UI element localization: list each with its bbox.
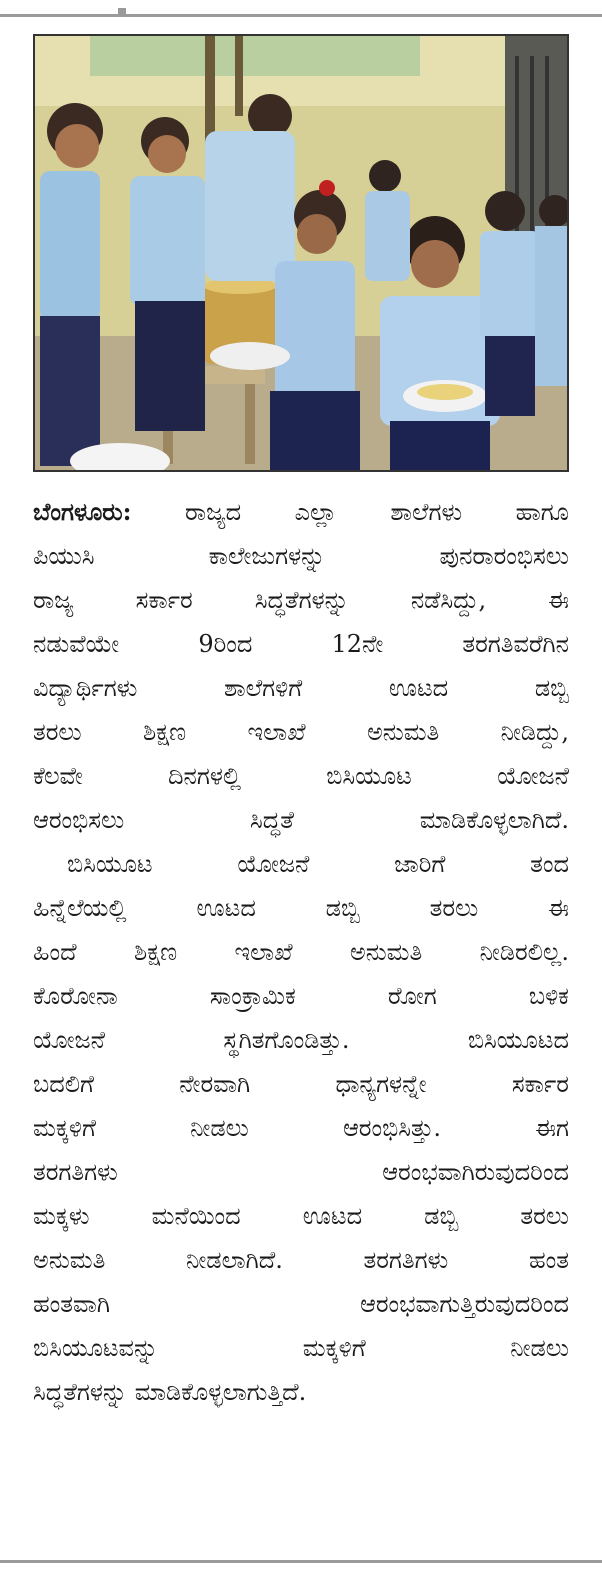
word: ಶಿಕ್ಷಣ xyxy=(133,938,178,966)
word: ಮಕ್ಕಳು xyxy=(33,1202,90,1230)
word: ಡಬ್ಬಿ xyxy=(325,894,360,922)
word: ಹಿಂದೆ xyxy=(33,938,77,966)
word: ಶಿಕ್ಷಣ xyxy=(142,718,187,746)
word: ಈ xyxy=(548,894,569,922)
word: ನೀಡಿರಲಿಲ್ಲ. xyxy=(479,938,569,966)
word: ಶಾಲೆಗಳು xyxy=(390,498,463,526)
word: ಮಕ್ಕಳಿಗೆ xyxy=(302,1334,366,1362)
article-line xyxy=(33,1150,569,1194)
word: ಕೊರೋನಾ xyxy=(33,982,118,1010)
word: ನೇರವಾಗಿ xyxy=(179,1070,251,1098)
word: ನೀಡಿದ್ದು, xyxy=(500,718,569,746)
top-rule-mark xyxy=(118,8,126,14)
word: ದಿನಗಳಲ್ಲಿ xyxy=(168,762,242,790)
dateline: ಬೆಂಗಳೂರು: xyxy=(33,497,132,526)
word: ಡಬ್ಬಿ xyxy=(424,1202,459,1230)
word: ಮನೆಯಿಂದ xyxy=(151,1202,241,1230)
word: ಸಿದ್ಧತೆಗಳನ್ನು xyxy=(33,1378,128,1406)
schoolchildren-lunch-photo xyxy=(35,36,567,470)
word: ರಾಜ್ಯದ xyxy=(184,498,242,526)
word: ಶಾಲೆಗಳಿಗೆ xyxy=(224,674,303,702)
word: ತರಗತಿಗಳು xyxy=(33,1158,118,1186)
word: ತರಲು xyxy=(429,894,479,922)
article-line xyxy=(33,1194,569,1238)
word: ಅನುಮತಿ xyxy=(349,938,423,966)
word: ಸರ್ಕಾರ xyxy=(511,1070,569,1098)
word: ಸ್ಥಗಿತಗೊಂಡಿತ್ತು. xyxy=(223,1026,350,1054)
word: ಜಾರಿಗೆ xyxy=(394,850,446,878)
word: ಊಟದ xyxy=(388,674,449,702)
word: ಹಾಗೂ xyxy=(515,498,569,526)
word: 12ನೇ xyxy=(331,630,384,658)
word: ತರಲು xyxy=(33,718,82,746)
article-line xyxy=(33,578,569,622)
word: ಊಟದ xyxy=(302,1202,363,1230)
word: ಪುನರಾರಂಭಿಸಲು xyxy=(439,542,569,570)
article-line xyxy=(33,1018,569,1062)
word: ಮಾಡಿಕೊಳ್ಳಲಾಗಿದೆ. xyxy=(419,806,569,834)
article-line xyxy=(33,1062,569,1106)
word: ವಿದ್ಯಾರ್ಥಿಗಳು xyxy=(33,674,138,702)
word: ಈ xyxy=(548,586,569,614)
word: ಬಳಿಕ xyxy=(528,982,569,1010)
word: ಪಿಯುಸಿ xyxy=(33,542,95,570)
article-line xyxy=(33,490,569,534)
article-line xyxy=(33,886,569,930)
word: ಆರಂಭಿಸಿತ್ತು. xyxy=(342,1114,442,1142)
article-line xyxy=(33,710,569,754)
word: ನಡೆಸಿದ್ದು, xyxy=(410,586,487,614)
word: ಅನುಮತಿ xyxy=(366,718,440,746)
word: ಎಲ್ಲಾ xyxy=(294,498,337,526)
word: ರೋಗ xyxy=(387,982,437,1010)
word: ಮಕ್ಕಳಿಗೆ xyxy=(33,1114,96,1142)
article-line xyxy=(33,842,569,886)
article-line xyxy=(33,1326,569,1370)
word: ತರಲು xyxy=(520,1202,569,1230)
word: ಇಲಾಖೆ xyxy=(247,718,306,746)
word: ಆರಂಭವಾಗುತ್ತಿರುವುದರಿಂದ xyxy=(359,1290,569,1318)
article-line xyxy=(33,930,569,974)
word: ಹಂತ xyxy=(528,1246,569,1274)
article-line xyxy=(33,1282,569,1326)
word: ನೀಡಲು xyxy=(510,1334,569,1362)
article-line xyxy=(33,1238,569,1282)
word: ಸರ್ಕಾರ xyxy=(135,586,193,614)
word: ಸಾಂಕ್ರಾಮಿಕ xyxy=(209,982,296,1010)
article-line xyxy=(33,534,569,578)
word: ಡಬ್ಬಿ xyxy=(534,674,569,702)
article-line xyxy=(33,622,569,666)
word: ಯೋಜನೆ xyxy=(33,1026,105,1054)
bottom-rule xyxy=(0,1560,602,1563)
word: ನೀಡಲಾಗಿದೆ. xyxy=(186,1246,283,1274)
word: ಬದಲಿಗೆ xyxy=(33,1070,94,1098)
top-rule xyxy=(0,14,602,17)
article-body xyxy=(33,490,569,1414)
word: ತಂದ xyxy=(530,850,569,878)
word: ಆರಂಭವಾಗಿರುವುದರಿಂದ xyxy=(382,1158,569,1186)
word: ಬಿಸಿಯೂಟವನ್ನು xyxy=(33,1334,159,1362)
word: ಮಾಡಿಕೊಳ್ಳಲಾಗುತ್ತಿದೆ. xyxy=(134,1378,307,1406)
word: ಕಾಲೇಜುಗಳನ್ನು xyxy=(208,542,326,570)
word: ಊಟದ xyxy=(196,894,256,922)
word: ನಡುವೆಯೇ xyxy=(33,630,120,658)
word: ಯೋಜನೆ xyxy=(497,762,569,790)
word: ಸಿದ್ಧತೆ xyxy=(250,806,294,834)
word: ಬಿಸಿಯೂಟ xyxy=(67,850,153,878)
word: ಯೋಜನೆ xyxy=(237,850,310,878)
word: ಈಗ xyxy=(535,1114,569,1142)
word: ಆರಂಭಿಸಲು xyxy=(33,806,125,834)
article-line xyxy=(33,1370,569,1414)
word: ನೀಡಲು xyxy=(190,1114,249,1142)
word: ಬಿಸಿಯೂಟದ xyxy=(467,1026,569,1054)
article-line xyxy=(33,754,569,798)
article-line xyxy=(33,974,569,1018)
word: ಇಲಾಖೆ xyxy=(234,938,293,966)
word: ಹಂತವಾಗಿ xyxy=(33,1290,110,1318)
article-line xyxy=(33,798,569,842)
article-line xyxy=(33,666,569,710)
news-photo xyxy=(33,34,569,472)
word: ಸಿದ್ಧತೆಗಳನ್ನು xyxy=(254,586,349,614)
word: ಹಿನ್ನೆಲೆಯಲ್ಲಿ xyxy=(33,894,127,922)
word: ಕೆಲವೇ xyxy=(33,762,83,790)
word: ತರಗತಿವರೆಗಿನ xyxy=(462,630,569,658)
word: ಬಿಸಿಯೂಟ xyxy=(326,762,412,790)
article-line xyxy=(33,1106,569,1150)
word: 9ರಿಂದ xyxy=(198,630,253,658)
word: ಅನುಮತಿ xyxy=(33,1246,106,1274)
word: ಧಾನ್ಯಗಳನ್ನೇ xyxy=(335,1070,427,1098)
word: ರಾಜ್ಯ xyxy=(33,586,74,614)
word: ತರಗತಿಗಳು xyxy=(363,1246,449,1274)
